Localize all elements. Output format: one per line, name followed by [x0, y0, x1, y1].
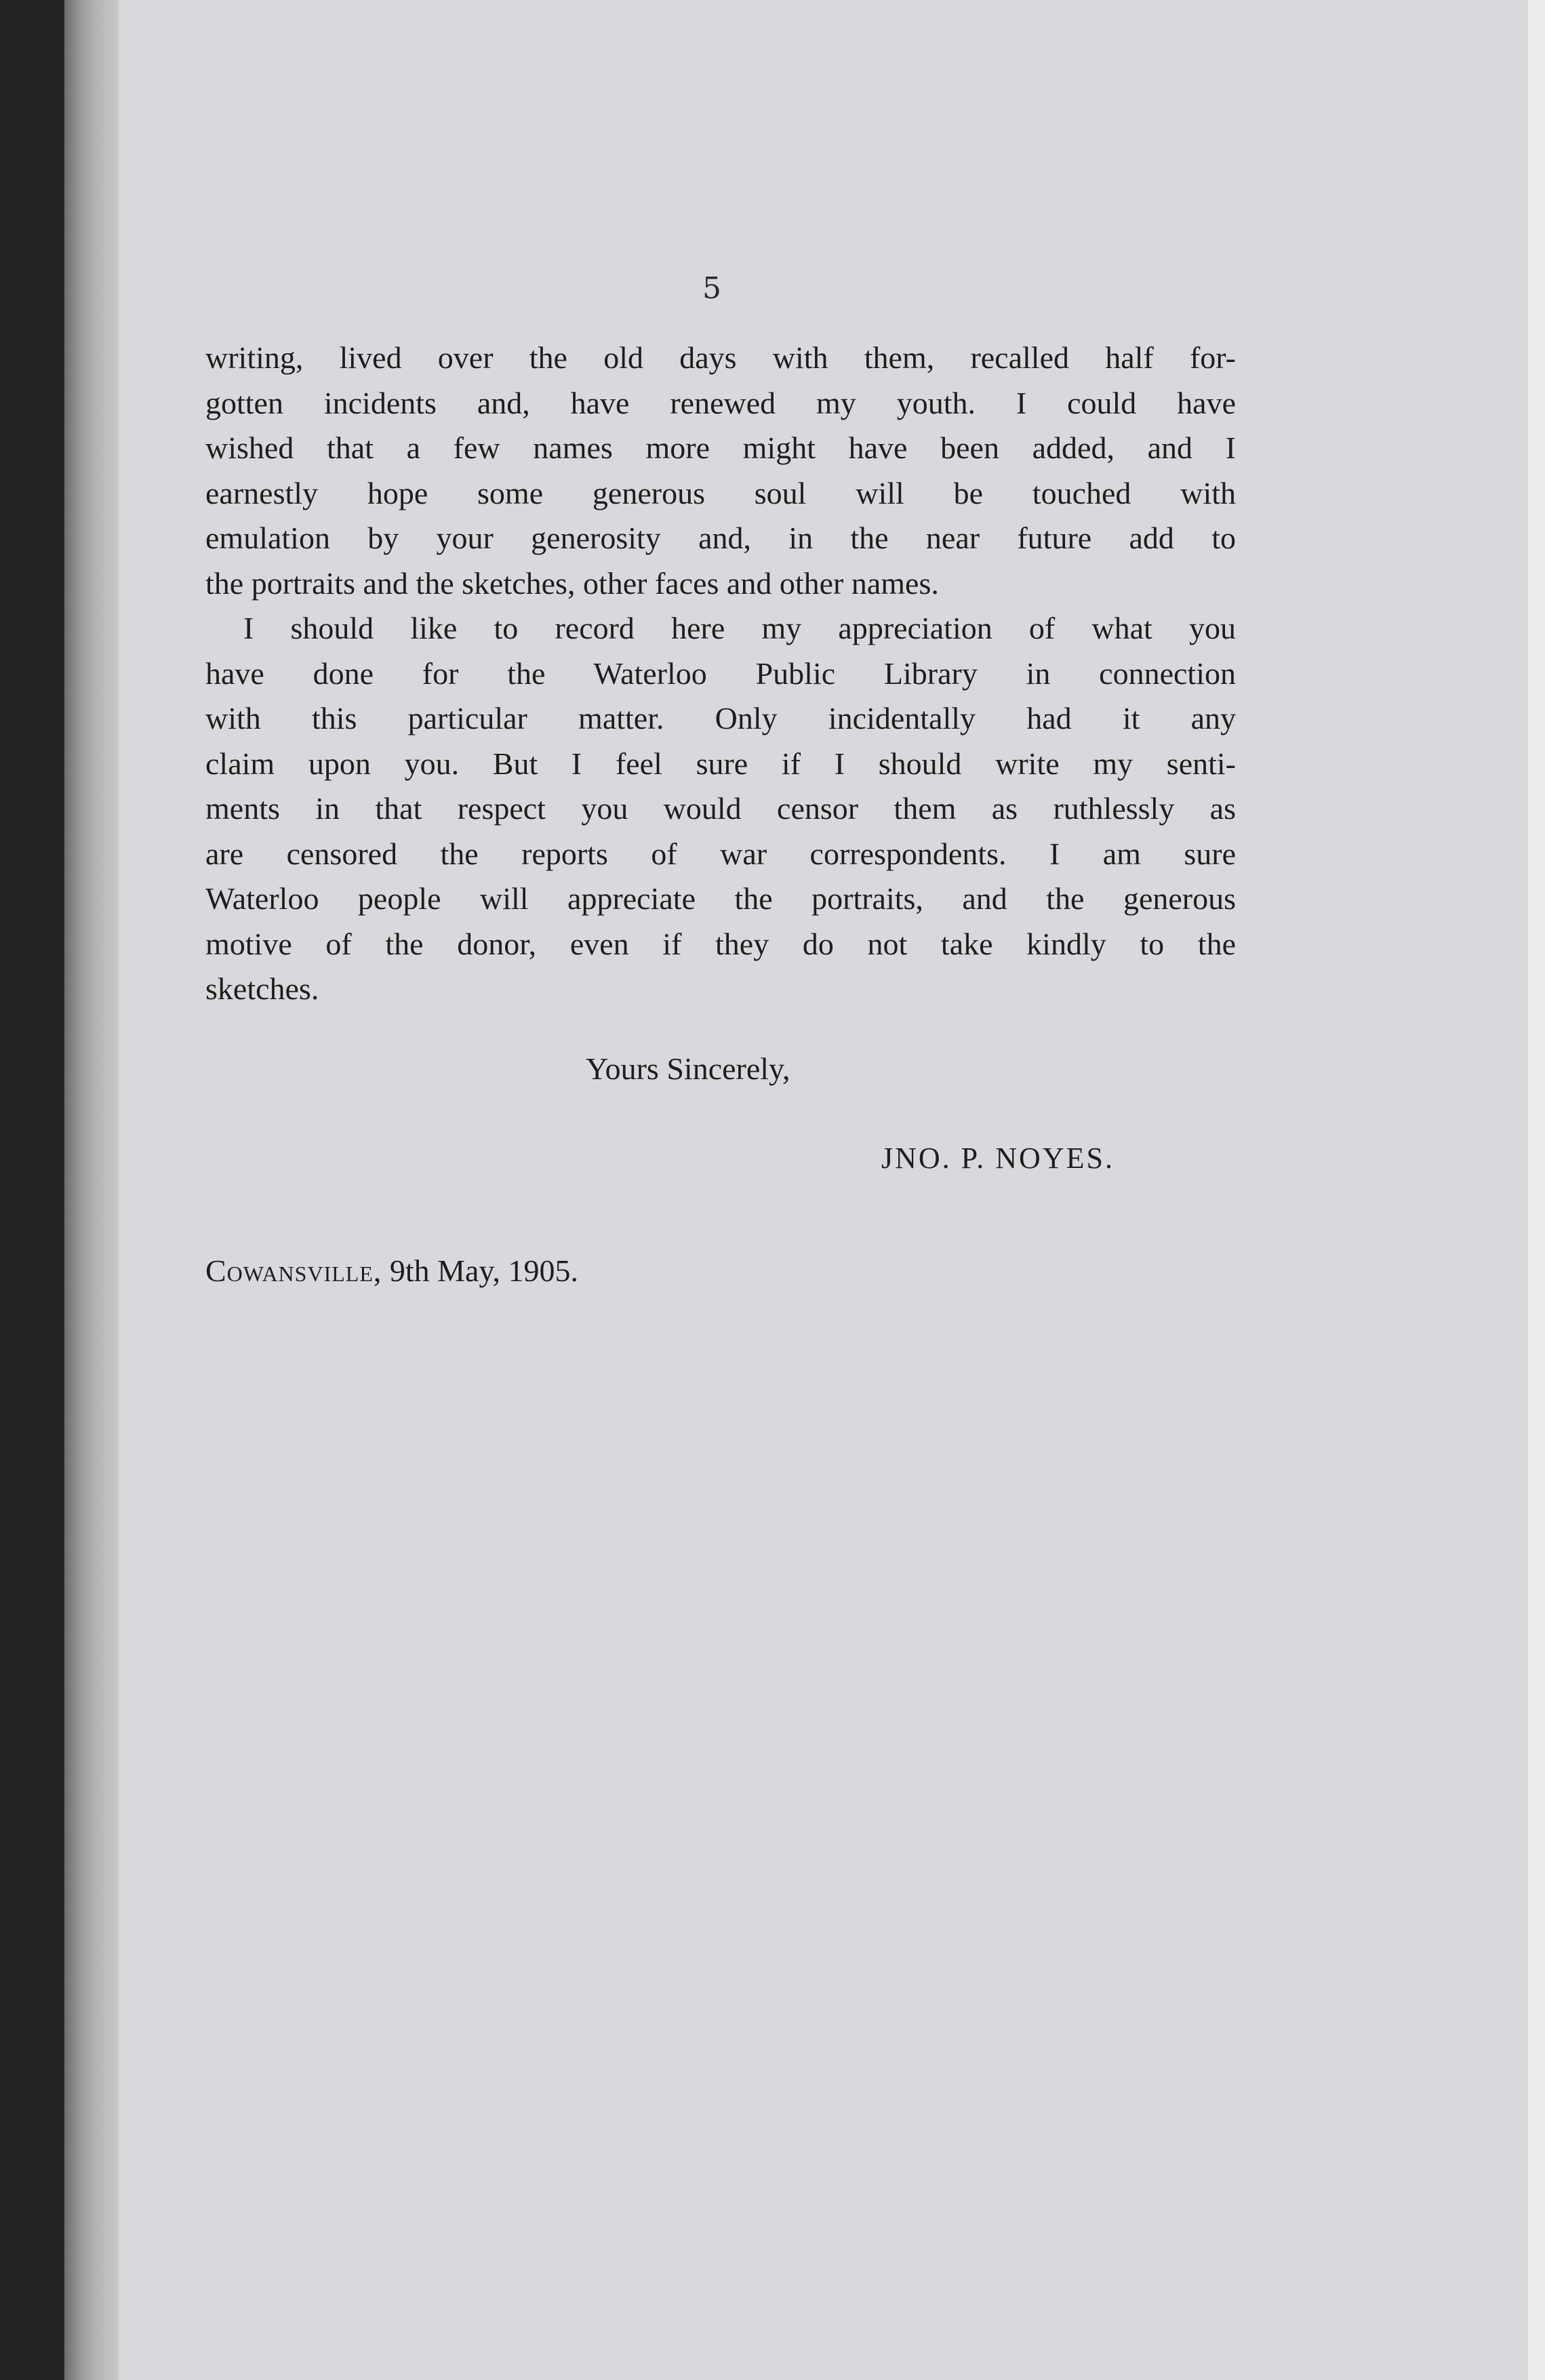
- letter-line: earnestly hope some generous soul will be touched with: [205, 475, 1236, 510]
- letter-line: the portraits and the sketches, other faces and other names.: [205, 565, 939, 601]
- page-edge-strip: [64, 0, 119, 2380]
- page-number: 5: [702, 271, 721, 306]
- letter-line: sketches.: [205, 971, 319, 1006]
- letter-signature: JNO. P. NOYES.: [881, 1142, 1115, 1175]
- place-and-date: [205, 1253, 578, 1289]
- letter-line: I should like to record here my appreciation of what you: [243, 611, 1236, 645]
- letter-line: with this particular matter. Only incidentally had it any: [205, 701, 1236, 735]
- letter-line: emulation by your generosity and, in the near future add to: [205, 521, 1236, 555]
- scan-right-margin: [1528, 0, 1545, 2380]
- letter-line: claim upon you. But I feel sure if I should write my senti-: [205, 746, 1236, 781]
- letter-line: writing, lived over the old days with them, recalled half for-: [205, 340, 1236, 375]
- letter-line: Waterloo people will appreciate the portraits, and the generous: [205, 881, 1236, 916]
- letter-body: [205, 336, 1236, 1012]
- letter-date: 9th May, 1905.: [389, 1253, 578, 1288]
- letter-line: wished that a few names more might have been added, and I: [205, 430, 1236, 465]
- letter-closing: Yours Sincerely,: [586, 1051, 790, 1086]
- letter-line: are censored the reports of war correspondents. I am sure: [205, 836, 1236, 871]
- letter-line: ments in that respect you would censor them as ruthlessly as: [205, 791, 1236, 826]
- place-name: Cowansville,: [205, 1253, 382, 1288]
- letter-line: motive of the donor, even if they do not take kindly to the: [205, 926, 1236, 961]
- scan-left-margin: [0, 0, 64, 2380]
- letter-line: have done for the Waterloo Public Library in connection: [205, 655, 1236, 691]
- letter-line: gotten incidents and, have renewed my youth. I could have: [205, 385, 1236, 420]
